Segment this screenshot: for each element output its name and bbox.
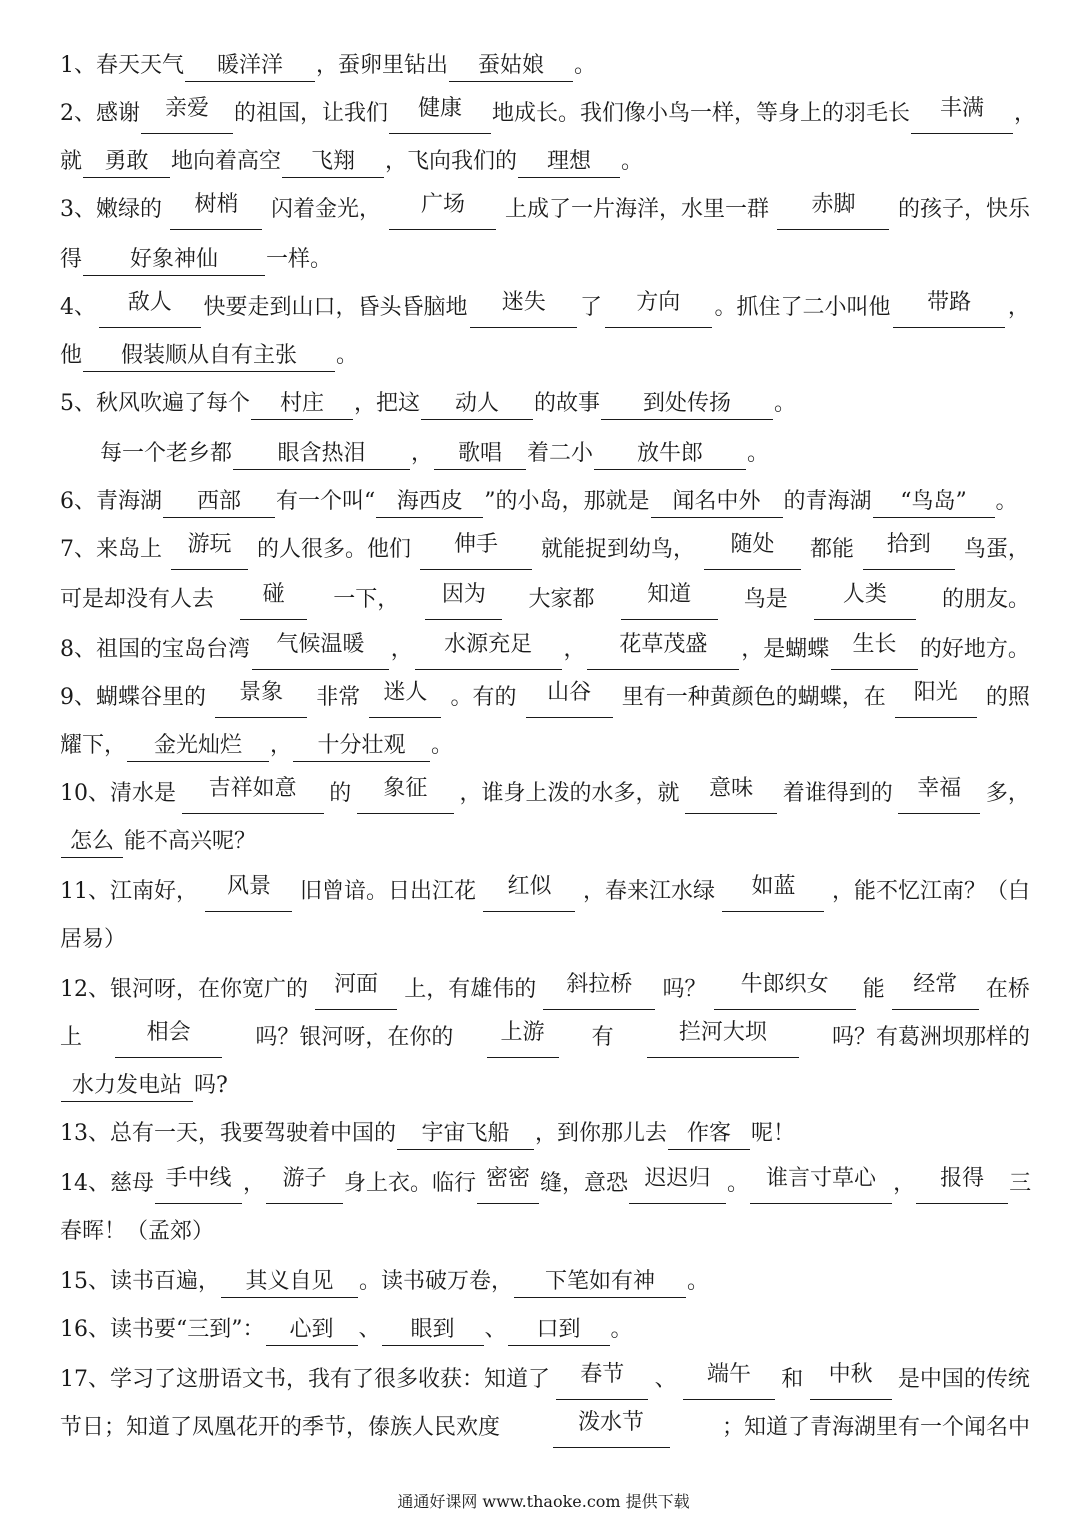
text-line bbox=[60, 530, 1030, 570]
text-line bbox=[60, 384, 1030, 424]
prompt-text: 大家都 bbox=[528, 587, 595, 612]
answer-blank: 假装顺从自有主张 bbox=[83, 341, 335, 372]
prompt-text: 10、清水是 bbox=[60, 781, 176, 806]
prompt-text: 有一个叫“ bbox=[276, 489, 376, 514]
answer-blank: 幸福 bbox=[898, 774, 980, 814]
prompt-text: 和 bbox=[781, 1367, 804, 1392]
prompt-text: 能不高兴呢？ bbox=[124, 829, 257, 854]
text-line bbox=[60, 726, 1030, 766]
prompt-text: 。有的 bbox=[450, 685, 517, 710]
answer-blank: 意味 bbox=[685, 774, 777, 814]
prompt-text: 地成长。我们像小鸟一样，等身上的羽毛长 bbox=[492, 101, 911, 126]
prompt-text: 一下， bbox=[333, 587, 400, 612]
prompt-text: 17、学习了这册语文书，我有了很多收获：知道了 bbox=[60, 1367, 550, 1392]
prompt-text: 的祖国，让我们 bbox=[234, 101, 389, 126]
prompt-text: 吗？银河呀，在你的 bbox=[255, 1025, 454, 1050]
prompt-text: 13、总有一天，我要驾驶着中国的 bbox=[60, 1121, 396, 1146]
prompt-text: 。 bbox=[610, 1317, 633, 1342]
text-line bbox=[60, 1066, 1030, 1106]
prompt-text: 着二小 bbox=[527, 441, 594, 466]
text-line bbox=[60, 774, 1030, 814]
prompt-text: 鸟蛋， bbox=[963, 537, 1030, 562]
prompt-text: 12、银河呀，在你宽广的 bbox=[60, 977, 308, 1002]
prompt-text: ， bbox=[893, 1171, 916, 1196]
answer-blank: 蚕姑娘 bbox=[449, 51, 573, 82]
prompt-text: ， bbox=[411, 441, 434, 466]
prompt-text: ，是蝴蝶 bbox=[741, 637, 830, 662]
prompt-text: ， bbox=[1007, 295, 1030, 320]
text-line bbox=[60, 1164, 1030, 1204]
answer-blank: 气候温暖 bbox=[252, 630, 389, 670]
prompt-text: ，飞向我们的 bbox=[385, 149, 518, 174]
answer-blank: 水源充足 bbox=[415, 630, 562, 670]
prompt-text: 15、读书百遍， bbox=[60, 1269, 220, 1294]
prompt-text: 1、春天天气 bbox=[60, 53, 184, 78]
prompt-text: 了 bbox=[579, 295, 602, 320]
answer-blank: “鸟岛” bbox=[873, 487, 995, 518]
prompt-text: 身上衣。临行 bbox=[344, 1171, 477, 1196]
answer-blank: 伸手 bbox=[420, 530, 532, 570]
prompt-text: 上 bbox=[60, 1025, 83, 1050]
answer-blank: 闻名中外 bbox=[651, 487, 783, 518]
answer-blank: 宇宙飞船 bbox=[397, 1119, 534, 1150]
text-line bbox=[60, 678, 1030, 718]
prompt-text: 多， bbox=[985, 781, 1030, 806]
prompt-text: 16、读书要“三到”： bbox=[60, 1317, 265, 1342]
page-footer: 通通好课网 www.thaoke.com 提供下载 bbox=[397, 1492, 690, 1511]
prompt-text: ，到你那儿去 bbox=[535, 1121, 668, 1146]
answer-blank: 健康 bbox=[389, 94, 491, 134]
prompt-text: 缝，意恐 bbox=[540, 1171, 629, 1196]
answer-blank: 海西皮 bbox=[376, 487, 483, 518]
prompt-text: 着谁得到的 bbox=[782, 781, 893, 806]
text-line bbox=[60, 1262, 1030, 1302]
prompt-text: ，把这 bbox=[354, 391, 421, 416]
answer-blank: 下笔如有神 bbox=[514, 1267, 686, 1298]
answer-blank: 带路 bbox=[893, 288, 1005, 328]
text-line bbox=[60, 630, 1030, 670]
text-line bbox=[60, 1408, 1030, 1448]
answer-blank: 上游 bbox=[487, 1018, 559, 1058]
prompt-text: 。 bbox=[574, 53, 597, 78]
text-line bbox=[60, 580, 1030, 620]
answer-blank: 端午 bbox=[683, 1360, 775, 1400]
answer-blank: 风景 bbox=[205, 872, 292, 912]
text-line bbox=[60, 240, 1030, 280]
prompt-text: 、 bbox=[484, 1317, 507, 1342]
answer-blank: 到处传扬 bbox=[601, 389, 773, 420]
answer-blank: 随处 bbox=[704, 530, 801, 570]
answer-blank: 拦河大坝 bbox=[647, 1018, 799, 1058]
text-line bbox=[60, 190, 1030, 230]
answer-blank: 怎么 bbox=[61, 827, 123, 858]
prompt-text: ”的小岛，那就是 bbox=[484, 489, 650, 514]
prompt-text: 都能 bbox=[809, 537, 854, 562]
prompt-text: 呢！ bbox=[751, 1121, 796, 1146]
prompt-text: ，能不忆江南？（白 bbox=[831, 879, 1030, 904]
prompt-text: 的朋友。 bbox=[941, 587, 1030, 612]
text-line bbox=[60, 1018, 1030, 1058]
answer-blank: 阳光 bbox=[895, 678, 977, 718]
text-line bbox=[60, 872, 1030, 912]
prompt-text: 。读书破万卷， bbox=[359, 1269, 514, 1294]
prompt-text: 6、青海湖 bbox=[60, 489, 162, 514]
answer-blank: 迷失 bbox=[470, 288, 577, 328]
prompt-text: 。 bbox=[336, 343, 359, 368]
answer-blank: 碰 bbox=[240, 580, 307, 620]
answer-blank: 相会 bbox=[115, 1018, 222, 1058]
prompt-text: 。 bbox=[727, 1171, 750, 1196]
prompt-text: 的好地方。 bbox=[919, 637, 1030, 662]
prompt-text: 的青海湖 bbox=[783, 489, 872, 514]
answer-blank: 动人 bbox=[421, 389, 533, 420]
prompt-text: ，谁身上泼的水多，就 bbox=[459, 781, 680, 806]
prompt-text: 快要走到山口，昏头昏脑地 bbox=[203, 295, 468, 320]
prompt-text: 得 bbox=[60, 247, 83, 272]
prompt-text: 三 bbox=[1009, 1171, 1032, 1196]
prompt-text: 3、嫩绿的 bbox=[60, 197, 162, 222]
answer-blank: 手中线 bbox=[155, 1164, 242, 1204]
prompt-text: 7、来岛上 bbox=[60, 537, 162, 562]
prompt-text: 2、感谢 bbox=[60, 101, 140, 126]
prompt-text: ， bbox=[563, 637, 586, 662]
answer-blank: 歌唱 bbox=[434, 439, 526, 470]
answer-blank: 水力发电站 bbox=[61, 1071, 193, 1102]
prompt-text: 旧曾谙。日出江花 bbox=[299, 879, 476, 904]
answer-blank: 春节 bbox=[556, 1360, 648, 1400]
prompt-text: ，蚕卵里钻出 bbox=[316, 53, 449, 78]
answer-blank: 暖洋洋 bbox=[185, 51, 315, 82]
answer-blank: 勇敢 bbox=[83, 147, 170, 178]
text-line bbox=[60, 288, 1030, 328]
prompt-text: 的孩子，快乐 bbox=[897, 197, 1030, 222]
prompt-text: 的 bbox=[329, 781, 352, 806]
prompt-text: ；知道了青海湖里有一个闻名中 bbox=[721, 1415, 1030, 1440]
prompt-text: 。 bbox=[431, 733, 454, 758]
text-line bbox=[60, 336, 1030, 376]
prompt-text: 的故事 bbox=[534, 391, 601, 416]
prompt-text: 在桥 bbox=[985, 977, 1030, 1002]
answer-blank: 中秋 bbox=[810, 1360, 892, 1400]
answer-blank: 泼水节 bbox=[553, 1408, 670, 1448]
answer-blank: 方向 bbox=[605, 288, 712, 328]
text-line bbox=[60, 142, 1030, 182]
prompt-text: 就能捉到幼鸟， bbox=[540, 537, 695, 562]
answer-blank: 游子 bbox=[266, 1164, 343, 1204]
text-line bbox=[60, 1310, 1030, 1350]
prompt-text: 可是却没有人去 bbox=[60, 587, 215, 612]
prompt-text: ，春来江水绿 bbox=[582, 879, 715, 904]
prompt-text: 闪着金光， bbox=[270, 197, 381, 222]
text-line bbox=[60, 822, 1030, 862]
prompt-text: 。抓住了二小叫他 bbox=[714, 295, 891, 320]
answer-blank: 因为 bbox=[425, 580, 502, 620]
answer-blank: 斜拉桥 bbox=[543, 970, 655, 1010]
answer-blank: 敌人 bbox=[99, 288, 201, 328]
prompt-text: 。 bbox=[621, 149, 644, 174]
answer-blank: 金光灿烂 bbox=[127, 731, 269, 762]
answer-blank: 游玩 bbox=[171, 530, 248, 570]
prompt-text: 就 bbox=[60, 149, 83, 174]
answer-blank: 河面 bbox=[315, 970, 397, 1010]
answer-blank: 拾到 bbox=[863, 530, 955, 570]
answer-blank: 作客 bbox=[668, 1119, 750, 1150]
prompt-text: 吗？ bbox=[662, 977, 707, 1002]
prompt-text: 9、蝴蝶谷里的 bbox=[60, 685, 206, 710]
answer-blank: 树梢 bbox=[170, 190, 262, 230]
prompt-text: ， bbox=[243, 1171, 266, 1196]
answer-blank: 知道 bbox=[621, 580, 718, 620]
text-line bbox=[60, 1212, 1030, 1252]
prompt-text: ， bbox=[1014, 101, 1037, 126]
answer-blank: 经常 bbox=[892, 970, 979, 1010]
text-line bbox=[60, 920, 1030, 960]
prompt-text: 是中国的传统 bbox=[897, 1367, 1030, 1392]
prompt-text: 11、江南好， bbox=[60, 879, 198, 904]
prompt-text: 4、 bbox=[60, 295, 96, 320]
prompt-text: 。 bbox=[687, 1269, 710, 1294]
prompt-text: 。 bbox=[774, 391, 797, 416]
prompt-text: ， bbox=[270, 733, 293, 758]
answer-blank: 迷人 bbox=[369, 678, 441, 718]
prompt-text: 吗? bbox=[194, 1073, 228, 1098]
prompt-text: 每一个老乡都 bbox=[100, 441, 233, 466]
answer-blank: 迟迟归 bbox=[629, 1164, 726, 1204]
prompt-text: 春晖！（孟郊） bbox=[60, 1219, 215, 1244]
prompt-text: 14、慈母 bbox=[60, 1171, 154, 1196]
answer-blank: 其义自见 bbox=[221, 1267, 358, 1298]
text-line bbox=[60, 1360, 1030, 1400]
prompt-text: 、 bbox=[654, 1367, 677, 1392]
prompt-text: 8、祖国的宝岛台湾 bbox=[60, 637, 250, 662]
answer-blank: 如蓝 bbox=[722, 872, 824, 912]
answer-blank: 眼含热泪 bbox=[233, 439, 410, 470]
text-line bbox=[100, 434, 1030, 474]
prompt-text: 能 bbox=[862, 977, 885, 1002]
answer-blank: 西部 bbox=[163, 487, 275, 518]
prompt-text: 非常 bbox=[316, 685, 361, 710]
prompt-text: 鸟是 bbox=[743, 587, 788, 612]
answer-blank: 山谷 bbox=[526, 678, 613, 718]
prompt-text: 上成了一片海洋，水里一群 bbox=[504, 197, 769, 222]
answer-blank: 口到 bbox=[508, 1315, 610, 1346]
answer-blank: 赤脚 bbox=[777, 190, 889, 230]
answer-blank: 十分壮观 bbox=[293, 731, 430, 762]
answer-blank: 好象神仙 bbox=[83, 245, 265, 276]
prompt-text: 上，有雄伟的 bbox=[404, 977, 537, 1002]
prompt-text: 、 bbox=[358, 1317, 381, 1342]
answer-blank: 飞翔 bbox=[282, 147, 384, 178]
prompt-text: 一样。 bbox=[266, 247, 333, 272]
answer-blank: 吉祥如意 bbox=[182, 774, 324, 814]
prompt-text: 。 bbox=[747, 441, 770, 466]
answer-blank: 密密 bbox=[477, 1164, 539, 1204]
answer-blank: 丰满 bbox=[911, 94, 1013, 134]
answer-blank: 生长 bbox=[831, 630, 918, 670]
prompt-text: 耀下， bbox=[60, 733, 127, 758]
prompt-text: 。 bbox=[995, 489, 1018, 514]
prompt-text: 的照 bbox=[985, 685, 1030, 710]
answer-blank: 村庄 bbox=[251, 389, 353, 420]
answer-blank: 广场 bbox=[389, 190, 496, 230]
answer-blank: 人类 bbox=[814, 580, 916, 620]
prompt-text: 的人很多。他们 bbox=[256, 537, 411, 562]
text-line bbox=[60, 46, 1030, 86]
answer-blank: 放牛郎 bbox=[594, 439, 746, 470]
prompt-text: 节日；知道了凤凰花开的季节，傣族人民欢度 bbox=[60, 1415, 501, 1440]
answer-blank: 景象 bbox=[215, 678, 307, 718]
answer-blank: 红似 bbox=[483, 872, 575, 912]
answer-blank: 花草茂盛 bbox=[587, 630, 739, 670]
answer-blank: 牛郎织女 bbox=[714, 970, 856, 1010]
answer-blank: 眼到 bbox=[382, 1315, 484, 1346]
text-line bbox=[60, 1114, 1030, 1154]
text-line bbox=[60, 970, 1030, 1010]
answer-blank: 亲爱 bbox=[141, 94, 233, 134]
prompt-text: ， bbox=[390, 637, 413, 662]
prompt-text: 里有一种黄颜色的蝴蝶，在 bbox=[621, 685, 886, 710]
answer-blank: 象征 bbox=[357, 774, 454, 814]
text-line bbox=[60, 482, 1030, 522]
answer-blank: 理想 bbox=[518, 147, 620, 178]
prompt-text: 5、秋风吹遍了每个 bbox=[60, 391, 250, 416]
answer-blank: 谁言寸草心 bbox=[750, 1164, 892, 1204]
prompt-text: 他 bbox=[60, 343, 83, 368]
answer-blank: 报得 bbox=[916, 1164, 1008, 1204]
prompt-text: 吗？有葛洲坝那样的 bbox=[831, 1025, 1030, 1050]
text-line bbox=[60, 94, 1037, 134]
prompt-text: 有 bbox=[591, 1025, 614, 1050]
answer-blank: 心到 bbox=[266, 1315, 358, 1346]
prompt-text: 地向着高空 bbox=[171, 149, 282, 174]
prompt-text: 居易） bbox=[60, 927, 127, 952]
